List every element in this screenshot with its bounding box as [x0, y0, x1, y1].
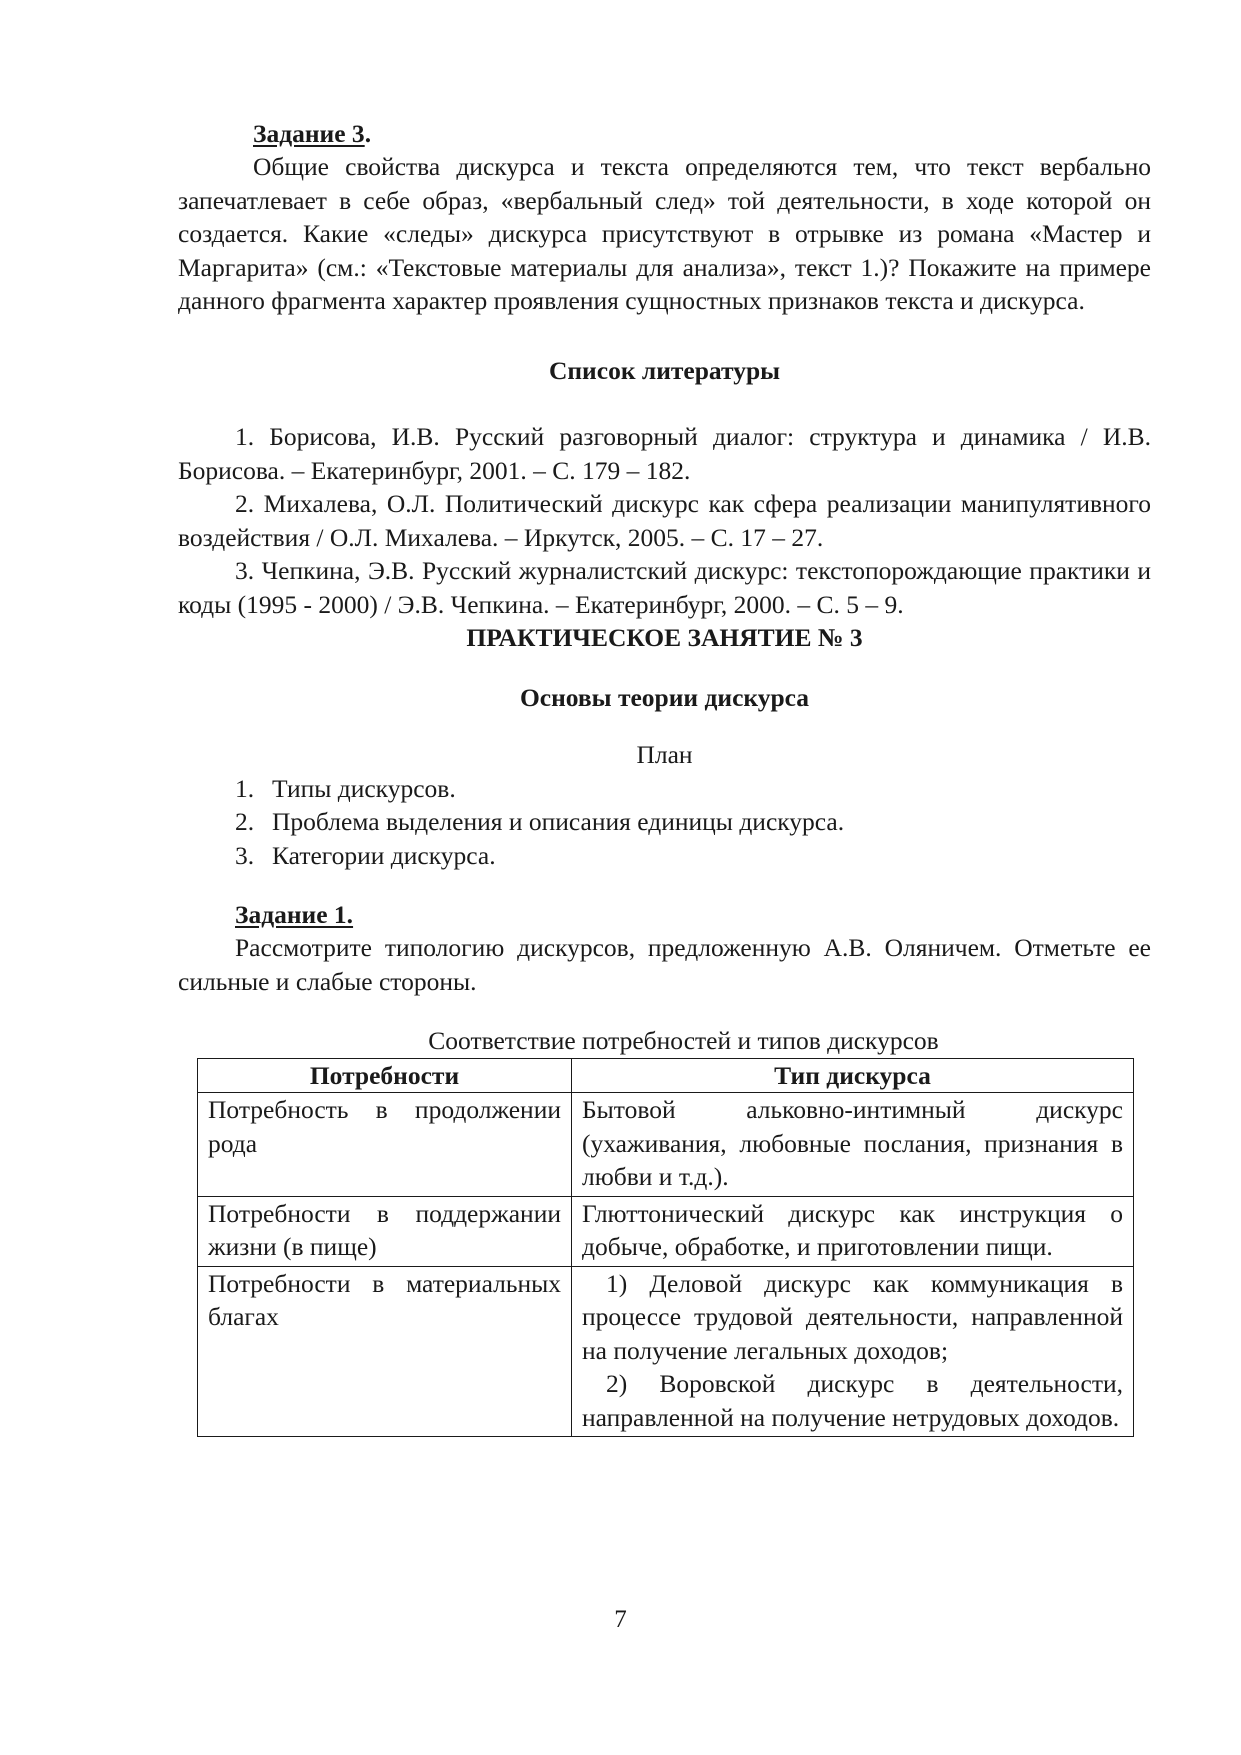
task3-title-dot: .	[364, 119, 372, 148]
table-cell-type: Глюттонический дискурс как инструкция о добыче, обработке, и приготовлении пищи.	[572, 1196, 1134, 1266]
table-header-cell: Тип дискурса	[572, 1058, 1134, 1093]
plan-item-number: 3.	[235, 840, 255, 870]
table-cell-type-item: 2) Воровской дискурс в деятельности, направленной на получение нетрудовых доходов.	[582, 1369, 1123, 1432]
references-title: Список литературы	[548, 355, 781, 385]
table-cell-type-item: 1) Деловой дискурс как коммуникация в процессе трудовой деятельности, направленной на получение легальных доходов;	[582, 1268, 1123, 1365]
document-page	[178, 117, 1151, 1437]
table-cell-type: Бытовой альковно-интимный дискурс (ухаживания, любовные послания, признания в любви и т.д.).	[572, 1093, 1134, 1197]
plan-item-number: 1.	[235, 773, 255, 803]
table-header-row	[198, 1058, 1134, 1093]
task1-heading-line	[178, 898, 1151, 932]
table-row	[198, 1093, 1134, 1197]
table-header-cell: Потребности	[198, 1058, 572, 1093]
task3-text: Общие свойства дискурса и текста определяются тем, что текст вербально запечатлевает в себе образ, «вербальный след» той деятельности, в ходе которой он создается. Какие «следы» дискурса присутствуют в отрывке из романа «Мастер и Маргарита» (см.: «Текстовые материалы для анализа», текст 1.)? Покажите на примере данного фрагмента характер проявления сущностных признаков текста и дискурса.	[178, 152, 1151, 315]
plan-item-text: Типы дискурсов.	[272, 773, 456, 803]
task3-heading-line	[178, 117, 1151, 151]
plan-item-text: Категории дискурса.	[272, 840, 496, 870]
table-caption: Соответствие потребностей и типов дискурсов	[428, 1026, 939, 1055]
page-number: 7	[614, 1606, 627, 1633]
plan-item-text: Проблема выделения и описания единицы дискурса.	[272, 807, 845, 836]
table-cell-need: Потребность в продолжении рода	[198, 1093, 572, 1197]
plan-item	[178, 805, 1151, 839]
table-cell-need: Потребности в поддержании жизни (в пище)	[198, 1196, 572, 1266]
practical-title: ПРАКТИЧЕСКОЕ ЗАНЯТИЕ № 3	[466, 623, 863, 652]
table-row	[198, 1196, 1134, 1266]
task3-title: Задание 3	[253, 119, 365, 148]
plan-item-number: 2.	[235, 807, 255, 836]
practical-subtitle: Основы теории дискурса	[519, 682, 810, 712]
reference-item-2: 2. Михалева, О.Л. Политический дискурс как сфера реализации манипулятивного воздействия / О.Л. Михалева. – Иркутск, 2005. – С. 17 – 27.	[178, 489, 1151, 552]
needs-discourse-table	[197, 1058, 1134, 1438]
task1-title: Задание 1.	[235, 900, 354, 929]
table-cell-need: Потребности в материальных благах	[198, 1266, 572, 1437]
plan-item	[178, 772, 1151, 806]
table-row	[198, 1266, 1134, 1437]
plan-item	[178, 839, 1151, 873]
reference-item-1: 1. Борисова, И.В. Русский разговорный диалог: структура и динамика / И.В. Борисова. – Екатеринбург, 2001. – С. 179 – 182.	[178, 422, 1151, 485]
task1-text: Рассмотрите типологию дискурсов, предложенную А.В. Оляничем. Отметьте ее сильные и слабые стороны.	[178, 933, 1151, 996]
plan-title: План	[636, 740, 693, 769]
table-cell-type	[572, 1266, 1134, 1437]
reference-item-3: 3. Чепкина, Э.В. Русский журналистский дискурс: текстопорождающие практики и коды (1995 - 2000) / Э.В. Чепкина. – Екатеринбург, 2000. – С. 5 – 9.	[178, 556, 1151, 619]
